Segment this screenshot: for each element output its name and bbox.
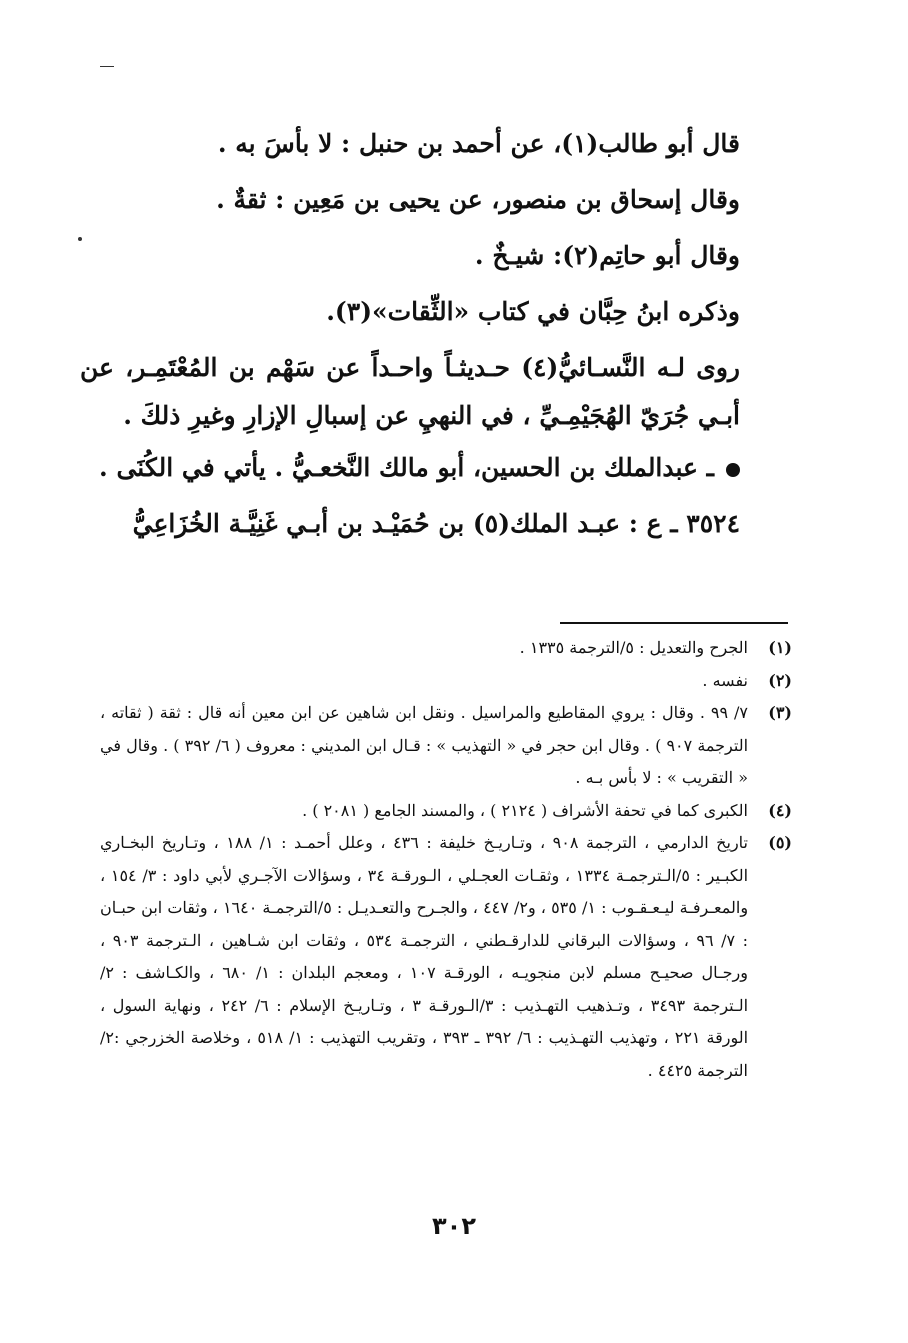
footnote-number: (٤)	[768, 800, 792, 820]
footnotes	[100, 632, 792, 1087]
narration-paragraph: روى لـه النَّسـائيُّ(٤) حـديثـاً واحـداً عن سَهْم بن المُعْتَمِـر، عن أبـي جُرَيّ الهُجَيْمِـيِّ ، في النهيِ عن إسبالِ الإزارِ وغيرِ ذلكَ .	[80, 353, 740, 430]
text-line-3: وقال أبو حاتِم(٢): شيـخٌ .	[474, 241, 740, 270]
footnote-number: (٥)	[768, 833, 792, 852]
cross-reference-line	[80, 440, 740, 496]
text-line-2: وقال إسحاق بن منصور، عن يحيى بن مَعِين : ثقةٌ .	[216, 185, 740, 214]
page-number: ٣٠٢	[432, 1212, 476, 1240]
text-line-1: قال أبو طالب(١)، عن أحمد بن حنبل : لا بأسَ به .	[217, 129, 740, 158]
footnote-text: الجرح والتعديل : ٥/الترجمة ١٣٣٥ .	[519, 638, 748, 657]
footnote-rule	[560, 622, 788, 624]
footnote	[100, 827, 792, 1087]
footnote-text: ٧/ ٩٩ . وقال : يروي المقاطيع والمراسيل . ونقل ابن شاهين عن ابن معين أنه قال : ثقة ( ثقاته ، الترجمة ٩٠٧ ) . وقال ابن حجر في « التهذيب » : قـال ابن المديني : معروف ( ٦/ ٣٩٢ ) . وقال في « التقريب » : لا بأس بـه .	[100, 703, 749, 787]
entry-heading: ٣٥٢٤ ـ ع : عبـد الملك(٥) بن حُمَيْـد بن أبـي غَنِيَّـة الخُزَاعِيُّ	[132, 509, 740, 538]
footnote-text: الكبرى كما في تحفة الأشراف ( ٢١٢٤ ) ، والمسند الجامع ( ٢٠٨١ ) .	[302, 800, 748, 820]
main-text	[80, 116, 740, 552]
text-line-4: وذكره ابنُ حِبَّان في كتاب «الثِّقات»(٣).	[326, 297, 740, 326]
footnote	[100, 795, 792, 828]
cross-reference-text: ـ عبدالملك بن الحسين، أبو مالك النَّخعـيُّ . يأتي في الكُنَى .	[99, 453, 714, 482]
footnote-text: تاريخ الدارمي ، الترجمة ٩٠٨ ، وتـاريـخ خليفة : ٤٣٦ ، وعلل أحمـد : ١/ ١٨٨ ، وتـاريخ البخـاري الكبـير : ٥/الـترجمـة ١٣٣٤ ، وثقـات العجـلي ، الـورقـة ٣٤ ، وسؤالات الآجـري لأبي داود : ٣/ ١٥٤ ، والمعـرفـة ليـعـقـوب : ١/ ٥٣٥ ، و٢/ ٤٤٧ ، والجـرح والتعـديـل : ٥/الترجمـة ١٦٤٠ ، وثقات ابن حبـان : ٧/ ٩٦ ، وسؤالات البرقاني للدارقـطني ، الترجمـة ٥٣٤ ، وثقات ابن شـاهين ، الـترجمة ٩٠٣ ، ورجـال صحيـح مسلم لابن منجويـه ، الورقـة ١٠٧ ، ومعجم البلدان : ١/ ٦٨٠ ، والكـاشف : ٢/الـترجمة ٣٤٩٣ ، وتـذهيب التهـذيب : ٣/الـورقـة ٣ ، وتـاريـخ الإسلام : ٦/ ٢٤٢ ، ونهاية السول ، الورقة ٢٢١ ، وتهذيب التهـذيب : ٦/ ٣٩٢ ـ ٣٩٣ ، وتقريب التهذيب : ١/ ٥١٨ ، وخلاصة الخزرجي :٢/الترجمة ٤٤٢٥ .	[100, 833, 749, 1080]
footnote-number: (٢)	[768, 670, 792, 690]
footnote	[100, 665, 792, 698]
footnote	[100, 632, 792, 665]
footnote	[100, 697, 792, 795]
footnote-number: (٣)	[768, 703, 792, 722]
footnote-number: (١)	[768, 638, 792, 657]
footnote-text: نفسه .	[702, 670, 748, 690]
bullet-icon	[726, 463, 740, 477]
scan-mark	[100, 66, 114, 67]
